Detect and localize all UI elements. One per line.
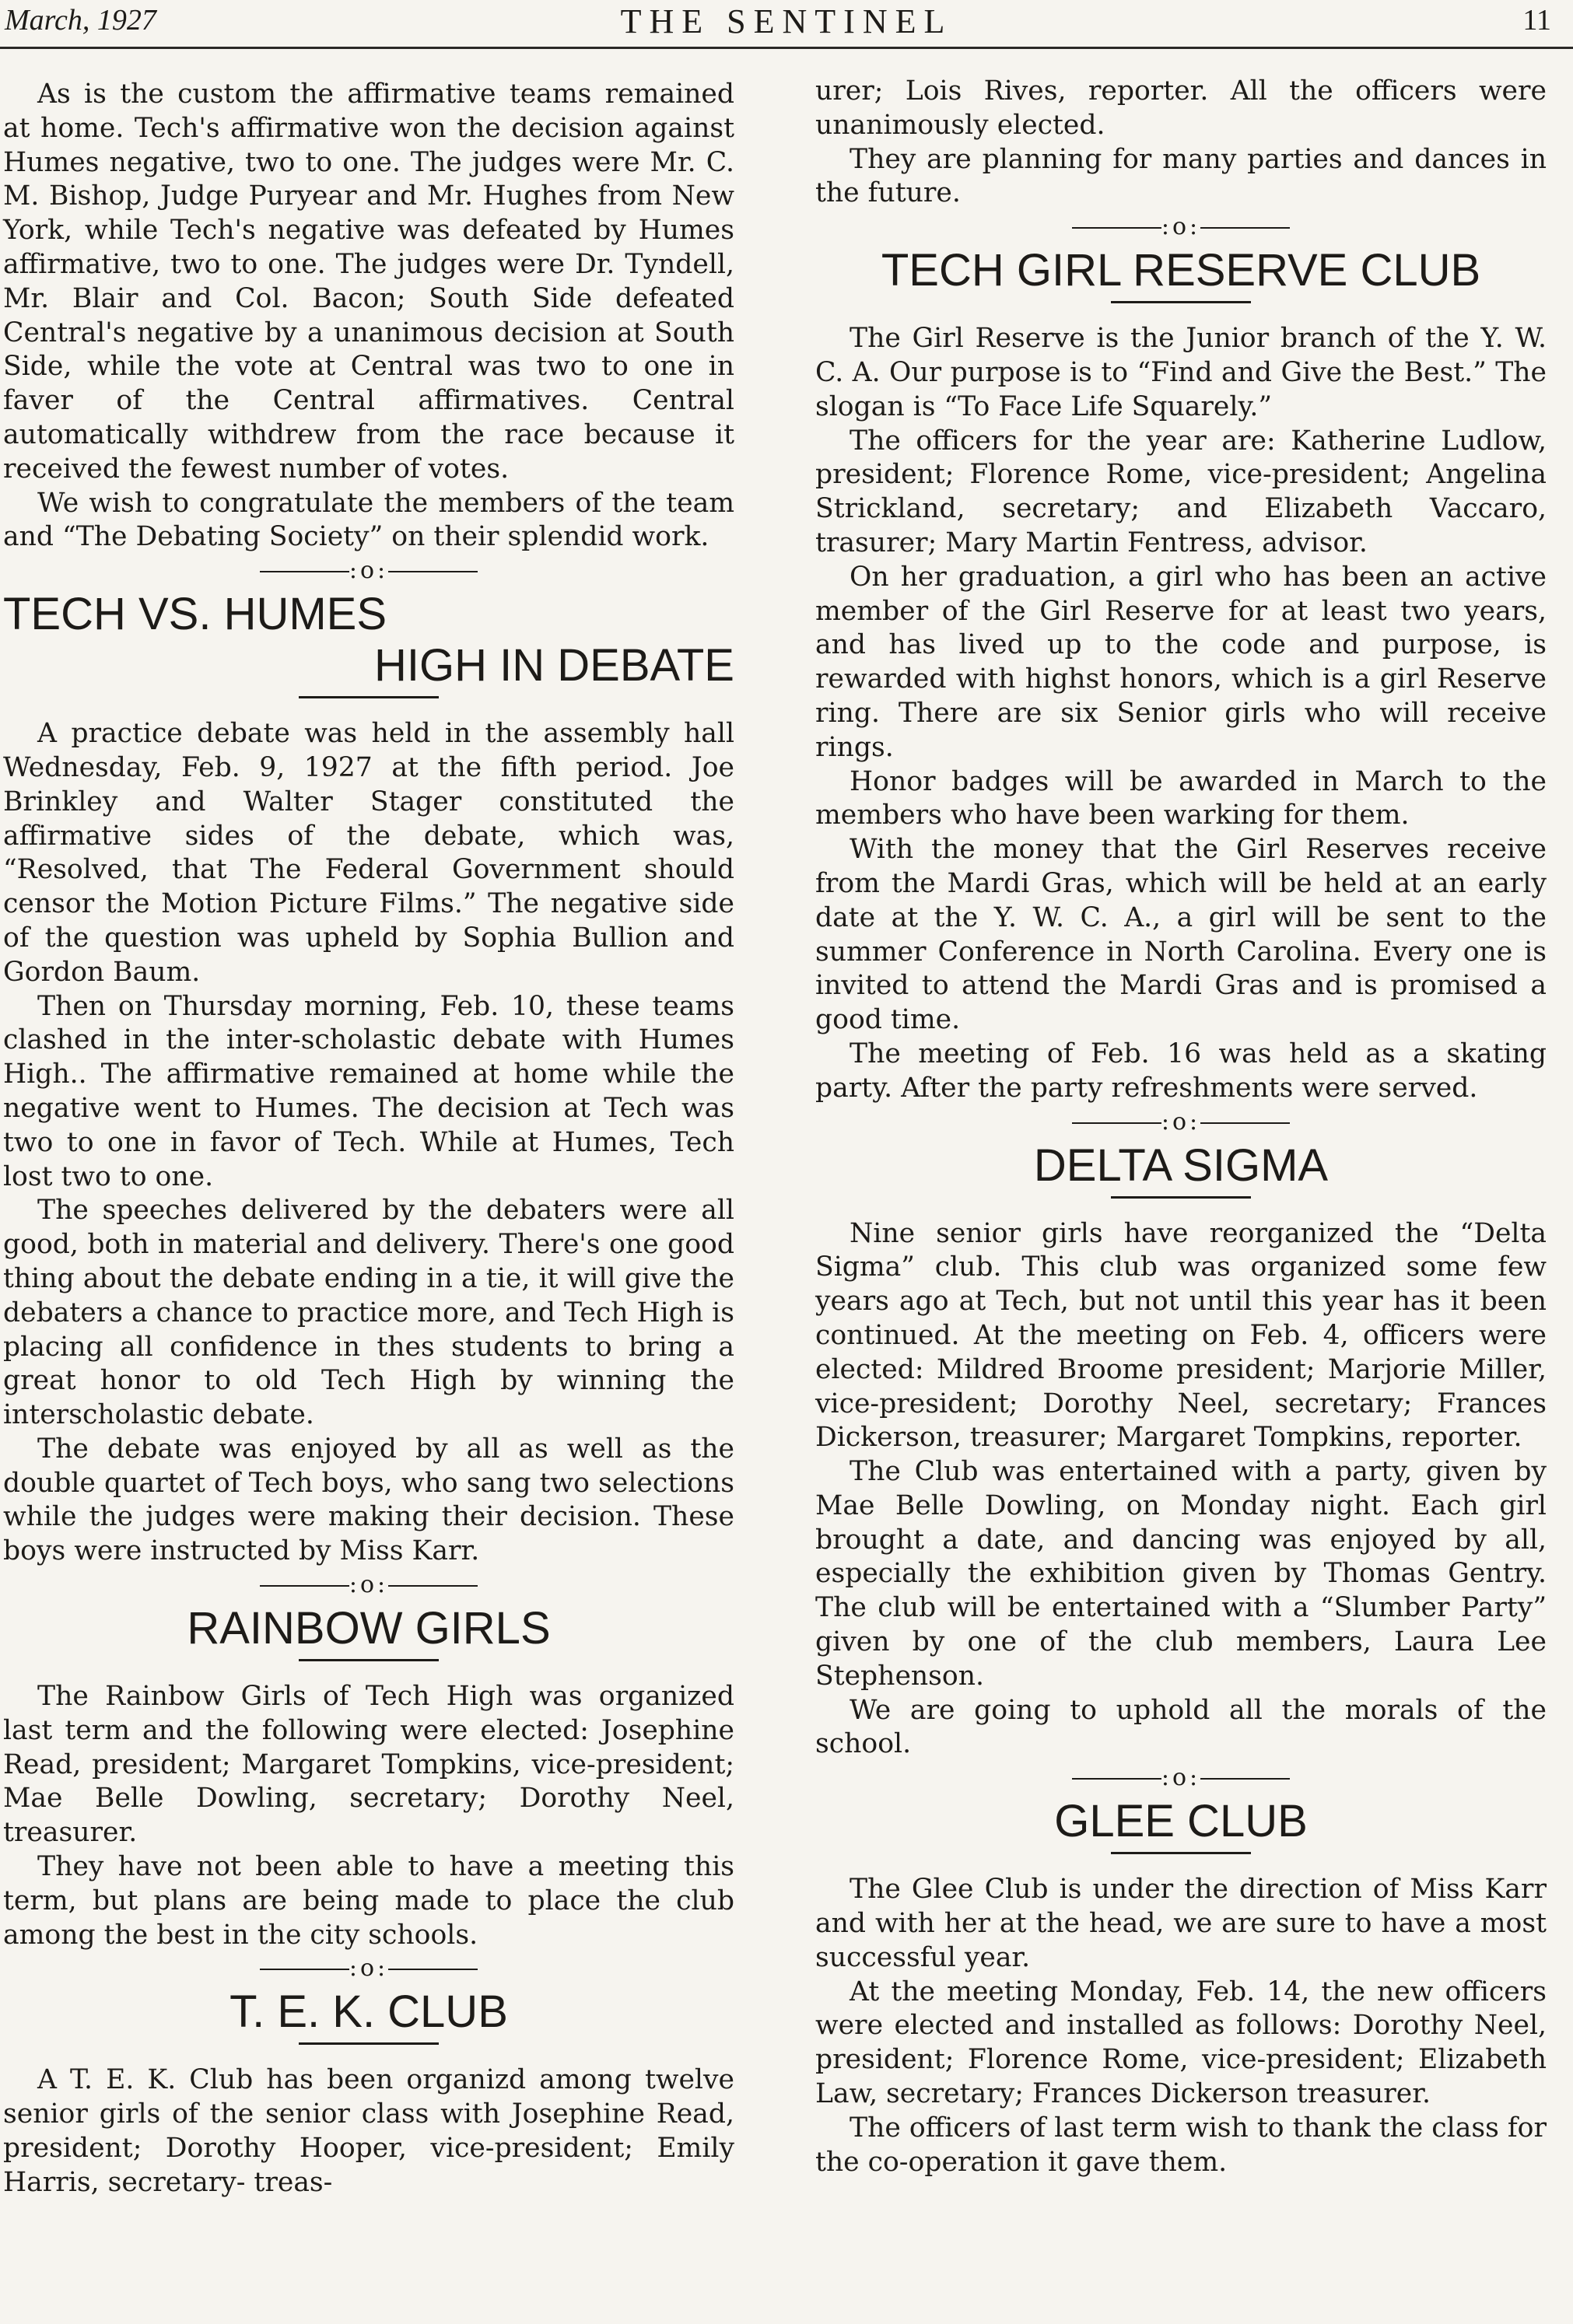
section-divider: :o: [3, 559, 734, 583]
article-paragraph: Then on Thursday morning, Feb. 10, these teams clashed in the inter-scholastic debate with Humes High.. The affirmative remained at home while the negative went to Humes. The decision at Tech was two to one in favor of Tech. While at Humes, Tech lost two to one. [3, 990, 734, 1192]
page-header [0, 0, 1573, 49]
article-paragraph: A T. E. K. Club has been organizd among twelve senior girls of the senior class with Josephine Read, president; Dorothy Hooper, vice-president; Emily Harris, secretary- treas- [3, 2064, 734, 2198]
heading-rule [299, 2042, 439, 2045]
article-paragraph: They are planning for many parties and dances in the future. [815, 143, 1547, 209]
article-paragraph: We wish to congratulate the members of the team and “The Debating Society” on their splendid work. [3, 487, 734, 553]
article-paragraph: At the meeting Monday, Feb. 14, the new officers were elected and installed as follows: Dorothy Neel, president; Florence Rome, vice-president; Elizabeth Law, secretary; Frances Dickerson treasurer. [815, 1976, 1547, 2110]
left-column [3, 78, 734, 2200]
article-paragraph: The Club was entertained with a party, given by Mae Belle Dowling, on Monday night. Each girl brought a date, and dancing was enjoyed by all, especially the exhibition given by Thomas Gentry. The club will be entertained with a “Slumber Party” given by one of the club members, Laura Lee Stephenson. [815, 1456, 1547, 1692]
tek-heading: T. E. K. CLUB [229, 1986, 508, 2038]
article-paragraph: The Glee Club is under the direction of Miss Karr and with her at the head, we are sure to have a most successful year. [815, 1874, 1547, 1973]
article-paragraph: They have not been able to have a meeting this term, but plans are being made to place the club among the best in the city schools. [3, 1851, 734, 1951]
article-paragraph: Honor badges will be awarded in March to the members who have been warking for them. [815, 765, 1547, 831]
article-paragraph: Nine senior girls have reorganized the “Delta Sigma” club. This club was organized some few years ago at Tech, but not until this year has it been continued. At the meeting on Feb. 4, officers were elected: Mildred Broome president; Marjorie Miller, vice-president; Dorothy Neel, secretary; Frances Dickerson, treasurer; Margaret Tompkins, reporter. [815, 1217, 1547, 1454]
rainbow-heading: RAINBOW GIRLS [187, 1603, 551, 1654]
article-paragraph: As is the custom the affirmative teams remained at home. Tech's affirmative won the decision against Humes negative, two to one. The judges were Mr. C. M. Bishop, Judge Puryear and Mr. Hughes from New York, while Tech's negative was defeated by Humes affirmative, two to one. The judges were Dr. Tyndell, Mr. Blair and Col. Bacon; South Side defeated Central's negative by a unanimous decision at South Side, while the vote at Central was two to one in faver of the Central affirmatives. Central automatically withdrew from the race because it received the fewest number of votes. [3, 79, 734, 485]
article-paragraph: With the money that the Girl Reserves receive from the Mardi Gras, which will be held at an early date at the Y. W. C. A., a girl will be sent to the summer Conference in North Carolina. Every one is invited to attend the Mardi Gras and is promised a good time. [815, 834, 1547, 1036]
section-divider: :o: [3, 1573, 734, 1597]
article-paragraph: The officers for the year are: Katherine Ludlow, president; Florence Rome, vice-president; Angelina Strickland, secretary; and Elizabeth Vaccaro, trasurer; Mary Martin Fentress, advisor. [815, 425, 1547, 558]
section-divider: :o: [815, 1111, 1547, 1134]
heading-rule [1111, 1852, 1251, 1854]
article-paragraph: The speeches delivered by the debaters were all good, both in material and delivery. There's one good thing about the debate ending in a tie, it will give the debaters a chance to practice more, and Tech High is placing all confidence in thes students to bring a great honor to old Tech High by winning the interscholastic debate. [3, 1195, 734, 1431]
section-divider: :o: [815, 1766, 1547, 1790]
delta-sigma-heading: DELTA SIGMA [1033, 1139, 1329, 1191]
article-paragraph: The Rainbow Girls of Tech High was organized last term and the following were elected: Josephine Read, president; Margaret Tompkins, vice-president; Mae Belle Dowling, secretary; Dorothy Neel, treasurer. [3, 1681, 734, 1849]
article-paragraph: The meeting of Feb. 16 was held as a skating party. After the party refreshments were served. [815, 1038, 1547, 1104]
issue-date: March, 1927 [5, 4, 156, 37]
article-paragraph: The debate was enjoyed by all as well as the double quartet of Tech boys, who sang two selections while the judges were making their decision. These boys were instructed by Miss Karr. [3, 1433, 734, 1567]
heading-rule [299, 696, 439, 698]
article-paragraph: On her graduation, a girl who has been an active member of the Girl Reserve for at least two years, and has lived up to the code and purpose, is rewarded with highst honors, which is a girl Reserve ring. There are six Senior girls who will receive rings. [815, 561, 1547, 763]
girl-reserve-heading: TECH GIRL RESERVE CLUB [881, 245, 1481, 296]
section-divider: :o: [3, 1957, 734, 1980]
publication-title: THE SENTINEL [620, 2, 953, 40]
debate-heading: TECH VS. HUMES HIGH IN DEBATE [3, 589, 734, 691]
page-number: 11 [1522, 4, 1551, 37]
article-paragraph: urer; Lois Rives, reporter. All the officers were unanimously elected. [815, 75, 1547, 141]
article-paragraph: We are going to uphold all the morals of the school. [815, 1694, 1547, 1760]
glee-club-heading: GLEE CLUB [1054, 1796, 1308, 1847]
heading-rule [1111, 301, 1251, 303]
heading-rule [1111, 1196, 1251, 1199]
section-divider: :o: [815, 215, 1547, 239]
article-paragraph: A practice debate was held in the assembly hall Wednesday, Feb. 9, 1927 at the fifth period. Joe Brinkley and Walter Stager constituted the affirmative sides of the debate, which was, “Resolved, that The Federal Government should censor the Motion Picture Films.” The negative side of the question was upheld by Sophia Bullion and Gordon Baum. [3, 718, 734, 988]
article-paragraph: The officers of last term wish to thank the class for the co-operation it gave them. [815, 2112, 1547, 2178]
heading-rule [299, 1659, 439, 1661]
right-column [815, 75, 1547, 2179]
article-paragraph: The Girl Reserve is the Junior branch of the Y. W. C. A. Our purpose is to “Find and Give the Best.” The slogan is “To Face Life Squarely.” [815, 323, 1547, 422]
